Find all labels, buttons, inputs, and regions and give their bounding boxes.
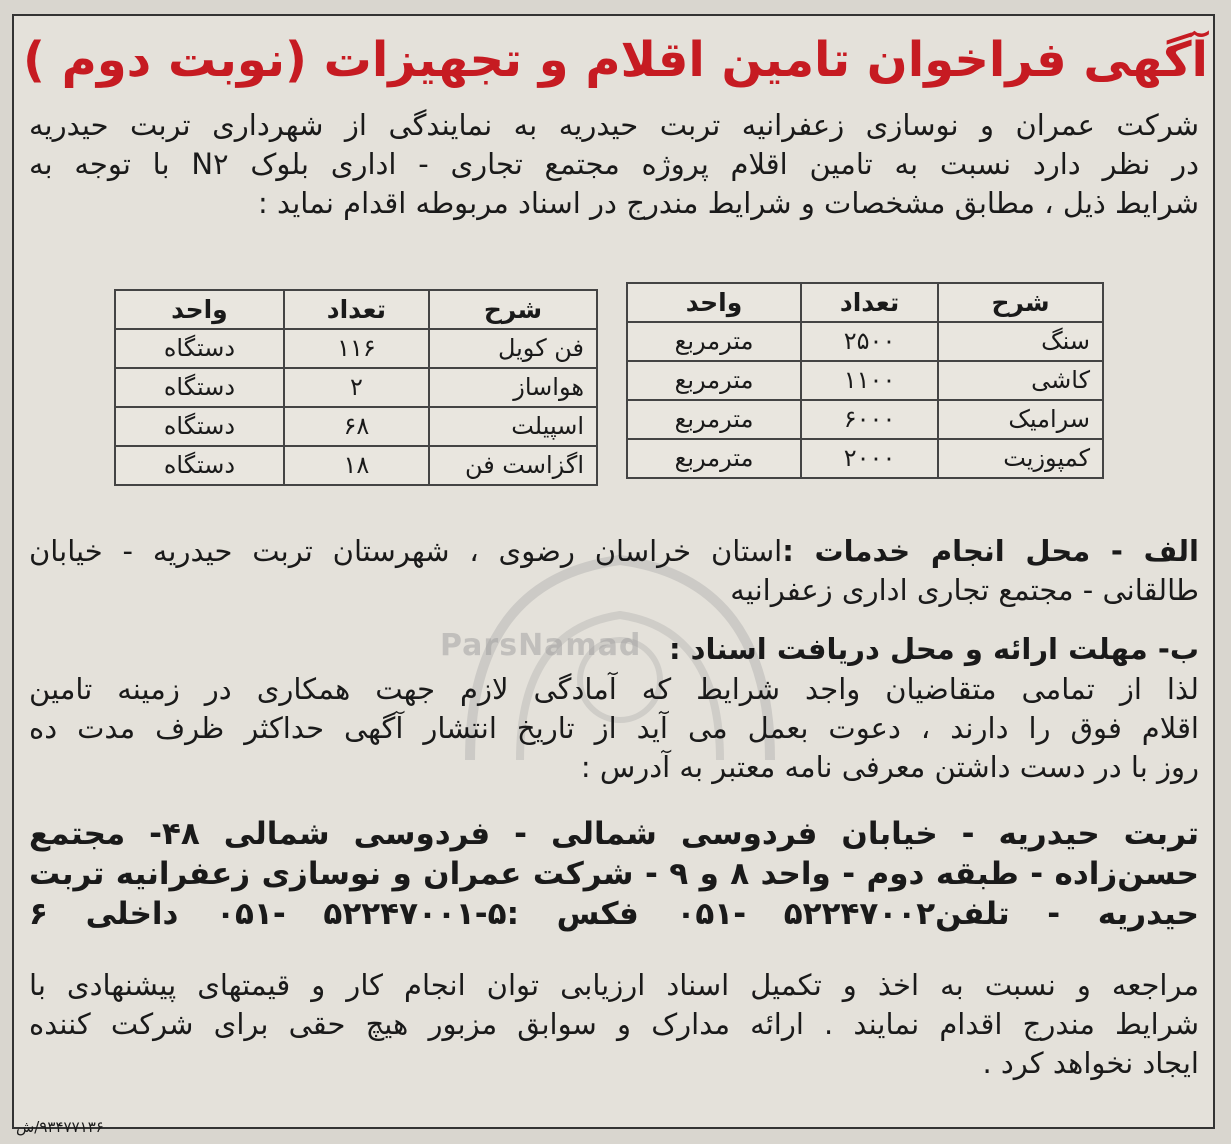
address-line: حیدریه - تلفن۵۲۲۴۷۰۰۲ -۰۵۱ فکس :۵-۵۲۲۴۷۰۰۱ -۰۵۱ داخلی ۶ xyxy=(29,896,1199,932)
section-a-text: استان خراسان رضوی ، شهرستان تربت حیدریه - خیابان xyxy=(29,534,783,568)
section-a-line xyxy=(29,532,1199,571)
watermark-text: ParsNamad xyxy=(440,628,642,663)
col-header-count: تعداد xyxy=(284,290,429,329)
col-header-unit: واحد xyxy=(115,290,284,329)
col-header-description: شرح xyxy=(938,283,1103,322)
section-a xyxy=(29,532,1199,610)
cell-unit: دستگاه xyxy=(115,407,284,446)
closing-line: شرایط مندرج اقدام نمایند . ارائه مدارک و سوابق مزبور هیچ حقی برای شرکت کننده xyxy=(29,1007,1199,1041)
section-a-line: طالقانی - مجتمع تجاری اداری زعفرانیه xyxy=(730,573,1199,607)
ad-title: آگهی فراخوان تامین اقلام و تجهیزات (نوبت دوم ) xyxy=(23,32,1208,88)
intro-paragraph xyxy=(29,106,1199,223)
body-line: روز با در دست داشتن معرفی نامه معتبر به آدرس : xyxy=(580,750,1199,784)
cell-count: ۲۰۰۰ xyxy=(801,439,938,478)
ad-code: ۹۳۴۷۷۱۳۶/ش xyxy=(16,1118,104,1136)
cell-count: ۱۱۶ xyxy=(284,329,429,368)
body-paragraph xyxy=(29,670,1199,787)
table-row xyxy=(627,400,1103,439)
address-paragraph xyxy=(29,814,1199,934)
cell-count: ۱۸ xyxy=(284,446,429,485)
items-table-left xyxy=(114,289,598,486)
cell-description: اسپیلت xyxy=(429,407,597,446)
col-header-unit: واحد xyxy=(627,283,801,322)
table-row xyxy=(627,439,1103,478)
cell-unit: مترمربع xyxy=(627,322,801,361)
intro-line: شرایط ذیل ، مطابق مشخصات و شرایط مندرج در اسناد مربوطه اقدام نماید : xyxy=(258,186,1199,220)
section-b-heading: ب- مهلت ارائه و محل دریافت اسناد : xyxy=(668,632,1199,666)
cell-description: اگزاست فن xyxy=(429,446,597,485)
cell-description: سنگ xyxy=(938,322,1103,361)
section-a-heading: الف - محل انجام خدمات : xyxy=(782,534,1200,568)
cell-description: سرامیک xyxy=(938,400,1103,439)
cell-description: کمپوزیت xyxy=(938,439,1103,478)
cell-description: کاشی xyxy=(938,361,1103,400)
items-table-right xyxy=(626,282,1104,479)
cell-count: ۶۰۰۰ xyxy=(801,400,938,439)
cell-unit: دستگاه xyxy=(115,368,284,407)
table-row xyxy=(115,368,597,407)
intro-line: شرکت عمران و نوسازی زعفرانیه تربت حیدریه به نمایندگی از شهرداری تربت حیدریه xyxy=(29,108,1199,142)
closing-line: ایجاد نخواهد کرد . xyxy=(982,1046,1199,1080)
cell-unit: دستگاه xyxy=(115,446,284,485)
table-header-row xyxy=(115,290,597,329)
cell-unit: مترمربع xyxy=(627,361,801,400)
table-row xyxy=(115,446,597,485)
cell-unit: دستگاه xyxy=(115,329,284,368)
cell-count: ۶۸ xyxy=(284,407,429,446)
table-row xyxy=(627,322,1103,361)
address-line: تربت حیدریه - خیابان فردوسی شمالی - فردوسی شمالی ۴۸- مجتمع xyxy=(29,816,1199,852)
body-line: لذا از تمامی متقاضیان واجد شرایط که آمادگی لازم جهت همکاری در زمینه تامین xyxy=(29,672,1199,706)
table-row xyxy=(115,407,597,446)
closing-line: مراجعه و نسبت به اخذ و تکمیل اسناد ارزیابی توان انجام کار و قیمتهای پیشنهادی با xyxy=(29,968,1199,1002)
cell-count: ۲ xyxy=(284,368,429,407)
table-row xyxy=(627,361,1103,400)
table-row xyxy=(115,329,597,368)
section-b xyxy=(29,630,1199,669)
cell-description: هواساز xyxy=(429,368,597,407)
address-line: حسن‌زاده - طبقه دوم - واحد ۸ و ۹ - شرکت عمران و نوسازی زعفرانیه تربت xyxy=(29,856,1199,892)
table-header-row xyxy=(627,283,1103,322)
intro-line: در نظر دارد نسبت به تامین اقلام پروژه مجتمع تجاری - اداری بلوک N۲ با توجه به xyxy=(29,147,1200,181)
col-header-count: تعداد xyxy=(801,283,938,322)
closing-paragraph xyxy=(29,966,1199,1083)
body-line: اقلام فوق را دارند ، دعوت بعمل می آید از تاریخ انتشار آگهی حداکثر ظرف مدت ده xyxy=(29,711,1199,745)
cell-count: ۱۱۰۰ xyxy=(801,361,938,400)
cell-unit: مترمربع xyxy=(627,439,801,478)
cell-count: ۲۵۰۰ xyxy=(801,322,938,361)
col-header-description: شرح xyxy=(429,290,597,329)
cell-description: فن کویل xyxy=(429,329,597,368)
cell-unit: مترمربع xyxy=(627,400,801,439)
